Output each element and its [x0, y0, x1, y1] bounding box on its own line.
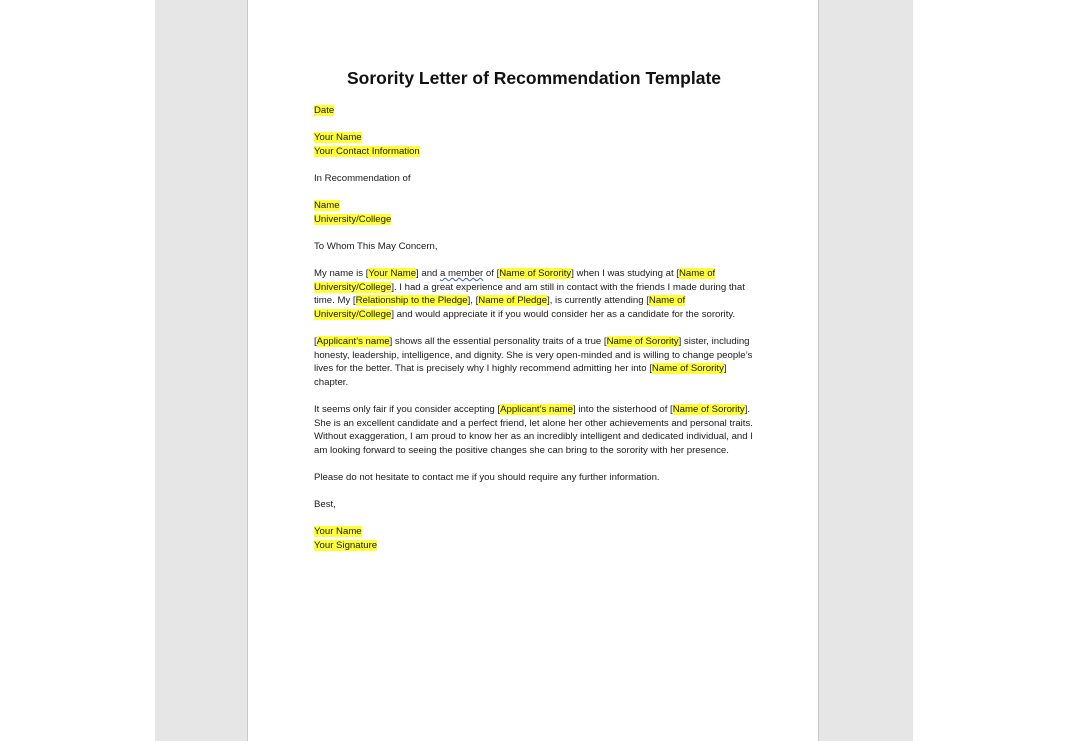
salutation: To Whom This May Concern, [314, 240, 438, 252]
spellcheck-underline: a member [440, 268, 484, 280]
candidate-block [314, 199, 758, 226]
closing: Best, [314, 499, 336, 511]
letter-body [314, 104, 758, 566]
signoff-block [314, 525, 758, 552]
sender-block [314, 131, 758, 158]
placeholder-sorority: Name of Sorority [499, 268, 572, 280]
sender-contact-placeholder: Your Contact Information [314, 145, 420, 157]
date-placeholder: Date [314, 105, 335, 116]
paragraph-intro: My name is [Your Name] and a member of [Name of Sorority] when I was studying at [Name of University/College]. I had a great experience and am still in contact with the friends I made during that time. My [Relationship to the Pledge], [Name of Pledge], is currently attending [Name of University/College] and would appreciate it if you would consider her as a candidate for the sorority. [314, 268, 745, 320]
paragraph-contact: Please do not hesitate to contact me if you should require any further information. [314, 472, 660, 484]
placeholder-pledge-name: Name of Pledge [478, 295, 548, 307]
paragraph-endorsement: It seems only fair if you consider accepting [Applicant’s name] into the sisterhood of [Name of Sorority]. She is an excellent candidate and a perfect friend, let alone her other achievements and personal traits. Without exaggeration, I am proud to know her as an incredibly intelligent and dedicated individual, and I am looking forward to seeing the positive changes she can bring to the sorority with her presence. [314, 404, 753, 456]
placeholder-university: Name of University/College [314, 295, 686, 320]
document-title: Sorority Letter of Recommendation Template [346, 68, 722, 88]
placeholder-university: Name of University/College [314, 268, 716, 293]
paragraph-traits: [Applicant’s name] shows all the essential personality traits of a true [Name of Sorority] sister, including honesty, leadership, intelligence, and dignity. She is very open-minded and is willing to change people’s lives for the better. That is precisely why I highly recommend admitting her into [Name of Sorority] chapter. [314, 336, 753, 388]
placeholder-sorority: Name of Sorority [672, 404, 745, 416]
placeholder-sorority: Name of Sorority [651, 363, 724, 375]
placeholder-applicant-name: Applicant’s name [316, 336, 390, 348]
date-block [314, 104, 758, 118]
signoff-name-placeholder: Your Name [314, 526, 362, 538]
placeholder-sorority: Name of Sorority [606, 336, 679, 348]
signoff-signature-placeholder: Your Signature [314, 540, 378, 551]
placeholder-applicant-name: Applicant’s name [500, 404, 573, 416]
placeholder-your-name: Your Name [368, 268, 417, 280]
document-page[interactable] [247, 0, 819, 741]
sender-name-placeholder: Your Name [314, 132, 362, 144]
re-line: In Recommendation of [314, 172, 411, 184]
placeholder-relationship: Relationship to the Pledge [355, 295, 468, 307]
candidate-name-placeholder: Name [314, 200, 340, 212]
candidate-school-placeholder: University/College [314, 213, 392, 225]
